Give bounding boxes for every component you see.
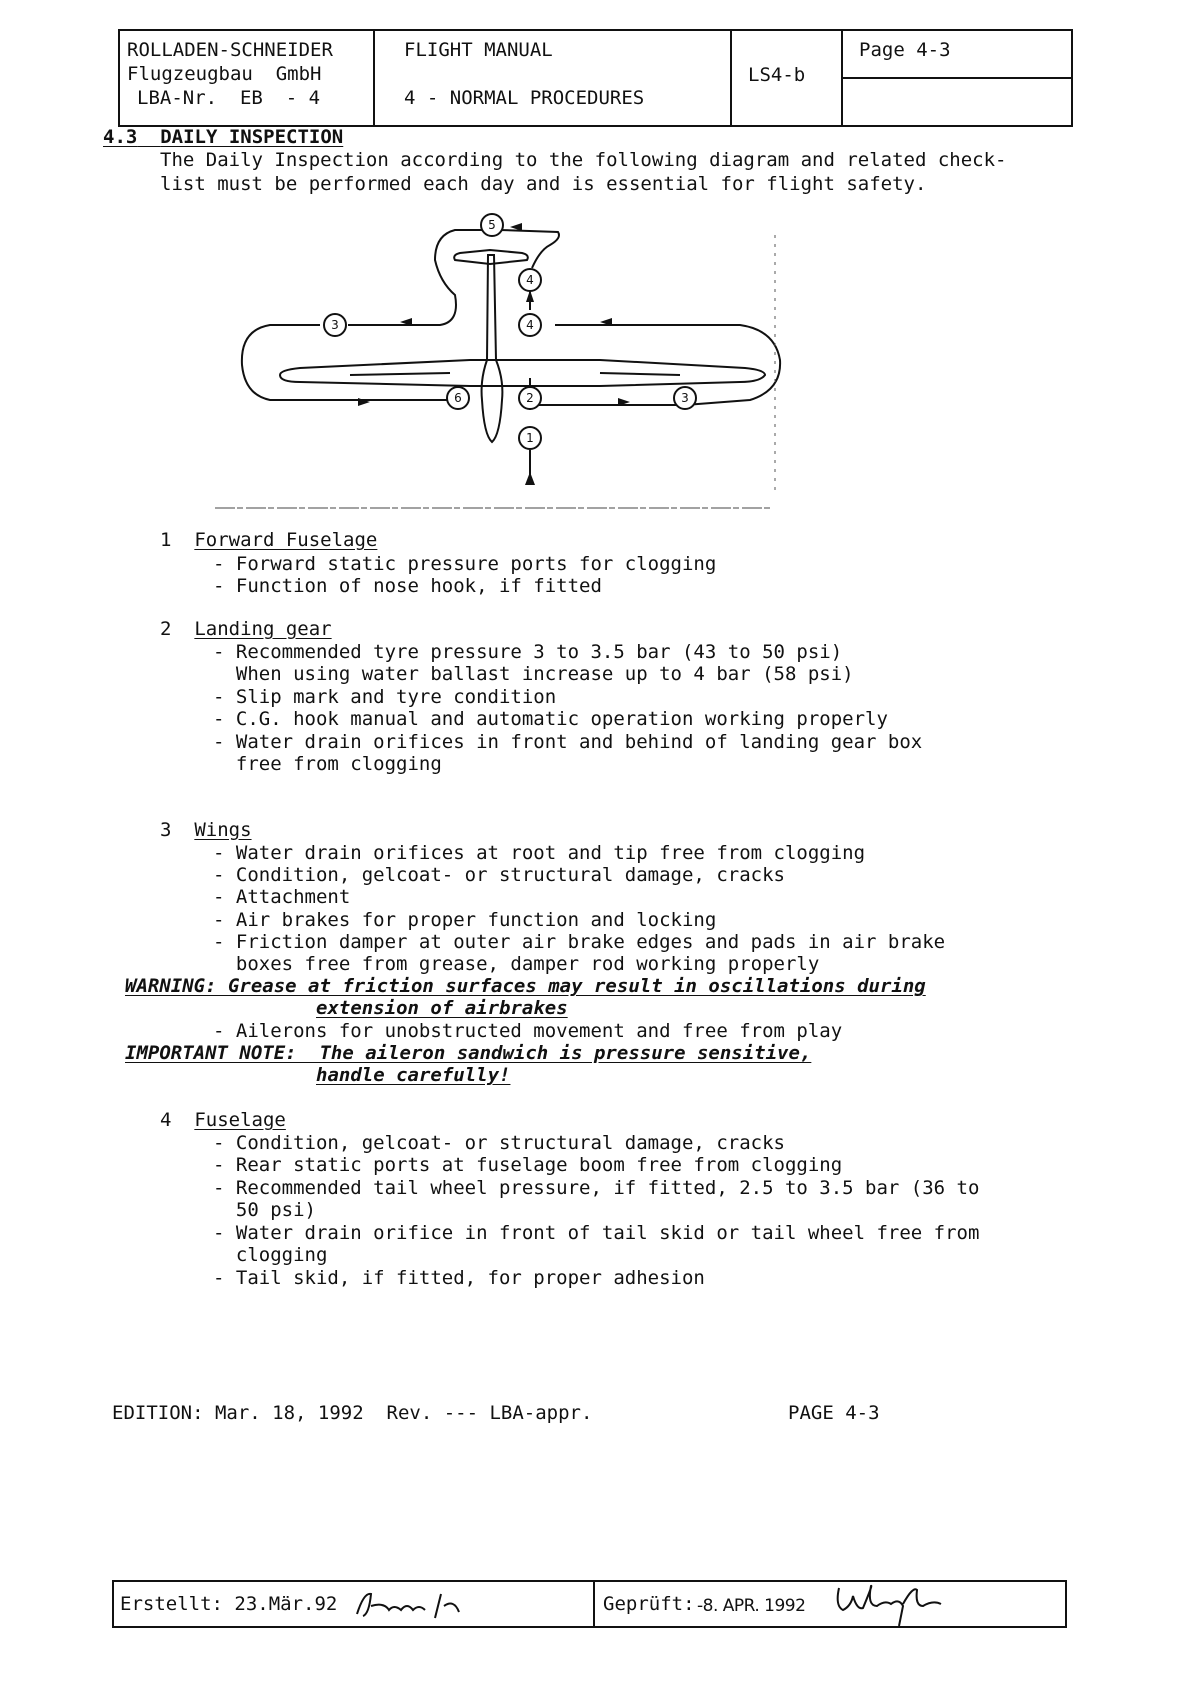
item-2-heading (160, 617, 332, 641)
item-2-line: - C.G. hook manual and automatic operation working properly (213, 708, 888, 730)
checked-date-stamp: -8. APR. 1992 (697, 1596, 806, 1616)
station-label: 4 (526, 273, 534, 287)
station-label: 6 (454, 391, 462, 405)
chapter-title: 4 - NORMAL PROCEDURES (404, 87, 645, 109)
tailplane-outline (454, 250, 528, 264)
warning-line-1: WARNING: Grease at friction surfaces may result in oscillations during (125, 975, 926, 997)
header-manual-cell (375, 31, 732, 125)
item-4-line: - Condition, gelcoat- or structural damage, cracks (213, 1132, 785, 1154)
important-note-line-2: handle carefully! (316, 1064, 511, 1086)
item-1-line: - Function of nose hook, if fitted (213, 575, 602, 597)
item-3-line: - Air brakes for proper function and locking (213, 909, 717, 931)
edition-line: EDITION: Mar. 18, 1992 Rev. --- LBA-appr. (112, 1402, 593, 1424)
intro-line-2: list must be performed each day and is essential for flight safety. (160, 173, 927, 195)
section-number: 4.3 (103, 126, 138, 148)
item-4-line: - Tail skid, if fitted, for proper adhesion (213, 1267, 705, 1289)
station-label: 4 (526, 318, 534, 332)
item-number: 3 (160, 819, 172, 841)
company-subtitle: Flugzeugbau GmbH (127, 63, 322, 85)
header-model-cell (732, 31, 843, 125)
intro-line-1: The Daily Inspection according to the following diagram and related check- (160, 149, 1007, 171)
item-2-line: free from clogging (213, 753, 442, 775)
item-title: Forward Fuselage (194, 529, 378, 551)
wing-outline (280, 360, 765, 386)
created-label: Erstellt: 23.Mär.92 (120, 1593, 338, 1615)
item-title: Wings (194, 819, 252, 841)
item-4-heading (160, 1108, 286, 1132)
item-number: 2 (160, 618, 172, 640)
left-airbrake (350, 373, 450, 375)
ailerons-line: - Ailerons for unobstructed movement and free from play (213, 1020, 843, 1042)
item-number: 1 (160, 529, 172, 551)
item-4-line: - Rear static ports at fuselage boom free from clogging (213, 1154, 843, 1176)
right-airbrake (600, 373, 680, 375)
important-note-line-1: IMPORTANT NOTE: The aileron sandwich is pressure sensitive, (125, 1042, 812, 1064)
section-heading (103, 125, 343, 149)
created-cell (114, 1582, 595, 1626)
item-2-line: - Water drain orifices in front and behind of landing gear box (213, 731, 923, 753)
item-4-line: 50 psi) (213, 1199, 316, 1221)
item-4-line: - Water drain orifice in front of tail skid or tail wheel free from (213, 1222, 980, 1244)
fuselage-outline (482, 255, 503, 442)
station-label: 3 (681, 391, 689, 405)
creator-signature (349, 1584, 479, 1624)
station-label: 3 (331, 318, 339, 332)
model-name: LS4-b (748, 64, 806, 86)
lba-number: LBA-Nr. EB - 4 (137, 87, 321, 109)
checker-signature (833, 1576, 963, 1628)
item-4-line: clogging (213, 1244, 328, 1266)
approval-box (112, 1580, 1067, 1628)
item-2-line: - Slip mark and tyre condition (213, 686, 557, 708)
walkaround-right (530, 325, 780, 405)
item-3-line: boxes free from grease, damper rod working properly (213, 953, 820, 975)
item-2-line: - Recommended tyre pressure 3 to 3.5 bar (43 to 50 psi) (213, 641, 843, 663)
item-3-line: - Water drain orifices at root and tip free from clogging (213, 842, 866, 864)
item-3-heading (160, 818, 252, 842)
station-label: 5 (488, 218, 496, 232)
item-4-line: - Recommended tail wheel pressure, if fitted, 2.5 to 3.5 bar (36 to (213, 1177, 980, 1199)
header-company-cell (120, 31, 375, 125)
item-1-line: - Forward static pressure ports for clogging (213, 553, 717, 575)
item-2-line: When using water ballast increase up to 4 bar (58 psi) (213, 663, 854, 685)
item-title: Fuselage (194, 1109, 286, 1131)
item-title: Landing gear (194, 618, 332, 640)
item-3-line: - Friction damper at outer air brake edges and pads in air brake (213, 931, 946, 953)
header-table (118, 29, 1073, 127)
warning-line-2: extension of airbrakes (316, 997, 568, 1019)
station-label: 2 (526, 391, 534, 405)
company-name: ROLLADEN-SCHNEIDER (127, 39, 333, 61)
manual-title: FLIGHT MANUAL (404, 39, 553, 61)
item-3-line: - Condition, gelcoat- or structural damage, cracks (213, 864, 785, 886)
inspection-diagram (200, 210, 840, 560)
footer-page-number: PAGE 4-3 (788, 1402, 880, 1424)
header-page-number: Page 4-3 (859, 39, 951, 61)
item-number: 4 (160, 1109, 172, 1131)
item-3-line: - Attachment (213, 886, 351, 908)
item-1-heading (160, 528, 377, 552)
checked-label: Geprüft: (603, 1593, 695, 1615)
checked-cell (595, 1582, 1065, 1626)
header-page-cell (843, 31, 1071, 125)
section-title: DAILY INSPECTION (160, 126, 344, 148)
station-label: 1 (526, 431, 534, 445)
